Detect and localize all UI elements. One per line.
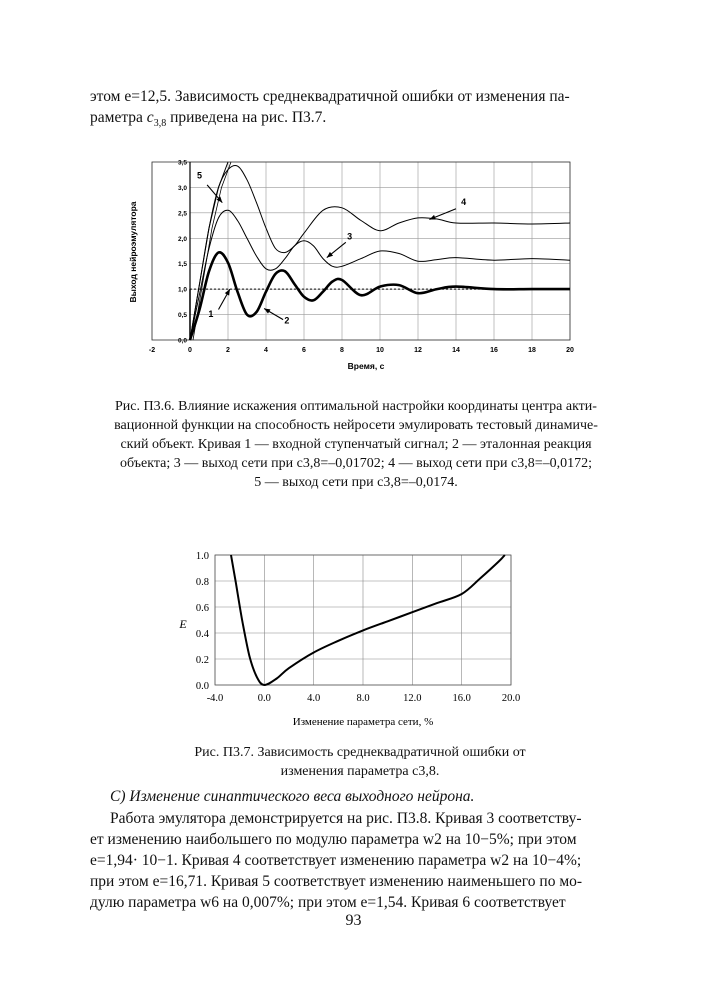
- x-tick-label: 16.0: [452, 693, 471, 704]
- error-curve: [231, 555, 505, 685]
- intro-paragraph: [90, 86, 622, 134]
- figure-1-xlabel: Время, с: [347, 361, 385, 371]
- figure-2-caption-line-2: изменения параметра c3,8.: [280, 764, 440, 779]
- curve-label-5: 5: [196, 170, 203, 181]
- x-tick-label: 0.0: [257, 693, 271, 704]
- y-tick-label: 1.0: [195, 551, 209, 562]
- x-tick-label: 20.0: [501, 693, 521, 704]
- figure-1-chart: [120, 150, 590, 385]
- x-tick-label: 16: [490, 347, 498, 354]
- y-tick-label: 0.6: [195, 603, 209, 614]
- x-tick-label: 6: [302, 347, 306, 354]
- x-tick-label: 18: [528, 347, 536, 354]
- y-tick-label: 1,5: [177, 261, 187, 269]
- figure-1-caption: [90, 397, 622, 492]
- figure-2-caption-line-1: Рис. П3.7. Зависимость среднеквадратичной ошибки от: [194, 745, 526, 760]
- intro-line-2-pre: раметра: [90, 109, 147, 126]
- y-tick-label: 0.0: [195, 681, 209, 692]
- y-tick-label: 2,0: [177, 235, 187, 243]
- y-tick-label: 2,5: [177, 210, 187, 218]
- figure-1-ylabel: Выход нейроэмулятора: [128, 201, 138, 303]
- figure-2-ylabel: E: [179, 617, 187, 631]
- curve-label-1: 1: [208, 309, 214, 320]
- figure-2-caption: [140, 743, 580, 781]
- body-line-4: при этом e=16,71. Кривая 5 соответствует изменению наименьшего по мо-: [90, 873, 583, 890]
- x-tick-label: -2: [148, 347, 156, 354]
- y-tick-label: 0.2: [195, 655, 209, 666]
- section-heading: С) Изменение синаптического веса выходного нейрона.: [110, 788, 475, 805]
- x-tick-label: 20: [566, 347, 574, 354]
- curve-label-3: 3: [347, 231, 353, 242]
- x-tick-label: 0: [188, 347, 192, 354]
- figure-2-chart: [165, 540, 545, 735]
- y-tick-label: 1,0: [177, 286, 187, 294]
- x-tick-label: 10: [376, 347, 384, 354]
- y-tick-label: 3,5: [177, 159, 187, 167]
- plot-frame: [152, 159, 570, 340]
- body-line-2: ет изменению наибольшего по модулю параметра w2 на 10−5%; при этом: [90, 831, 577, 848]
- x-tick-label: 12.0: [403, 693, 422, 704]
- y-tick-label: 0,0: [177, 337, 187, 345]
- figure-1-caption-line-2: вационной функции на способность нейросети эмулировать тестовый динамиче-: [114, 418, 598, 433]
- curve-label-2: 2: [284, 315, 290, 326]
- body-paragraph: [90, 808, 622, 913]
- x-tick-label: 14: [452, 347, 460, 354]
- curve-label-4: 4: [461, 197, 467, 208]
- curve-arrowhead-4: [429, 215, 435, 220]
- y-tick-label: 0.4: [195, 629, 209, 640]
- figure-1-caption-line-4: объекта; 3 — выход сети при c3,8=–0,01702; 4 — выход сети при c3,8=–0,0172;: [119, 456, 593, 471]
- figure-1-caption-line-5: 5 — выход сети при c3,8=–0,0174.: [254, 475, 458, 490]
- intro-var: c: [146, 109, 154, 126]
- figure-1-caption-line-1: Рис. П3.6. Влияние искажения оптимальной настройки координаты центра акти-: [115, 399, 597, 414]
- intro-sub: 3,8: [153, 118, 167, 130]
- body-line-5: дулю параметра w6 на 0,007%; при этом e=1,54. Кривая 6 соответствует: [90, 894, 566, 911]
- figure-1-caption-line-3: ский объект. Кривая 1 — входной ступенчатый сигнал; 2 — эталонная реакция: [120, 437, 592, 452]
- figure-2-xlabel: Изменение параметра сети, %: [292, 716, 434, 728]
- body-line-3: e=1,94· 10−1. Кривая 4 соответствует изменению параметра w2 на 10−4%;: [90, 852, 582, 869]
- intro-line-1: этом e=12,5. Зависимость среднеквадратичной ошибки от изменения па-: [90, 88, 570, 105]
- x-tick-label: -4.0: [206, 693, 224, 704]
- intro-line-2-post: приведена на рис. П3.7.: [166, 109, 327, 126]
- x-tick-label: 8: [340, 347, 344, 354]
- x-tick-label: 12: [414, 347, 422, 354]
- x-tick-label: 4: [264, 347, 268, 354]
- y-tick-label: 0.8: [195, 577, 209, 588]
- x-tick-label: 4.0: [307, 693, 321, 704]
- body-line-1: Работа эмулятора демонстрируется на рис. П3.8. Кривая 3 соответству-: [110, 810, 582, 827]
- y-tick-label: 3,0: [177, 184, 187, 192]
- page-number: 93: [345, 912, 362, 929]
- x-tick-label: 8.0: [356, 693, 370, 704]
- y-tick-label: 0,5: [177, 312, 187, 320]
- x-tick-label: 2: [226, 347, 230, 354]
